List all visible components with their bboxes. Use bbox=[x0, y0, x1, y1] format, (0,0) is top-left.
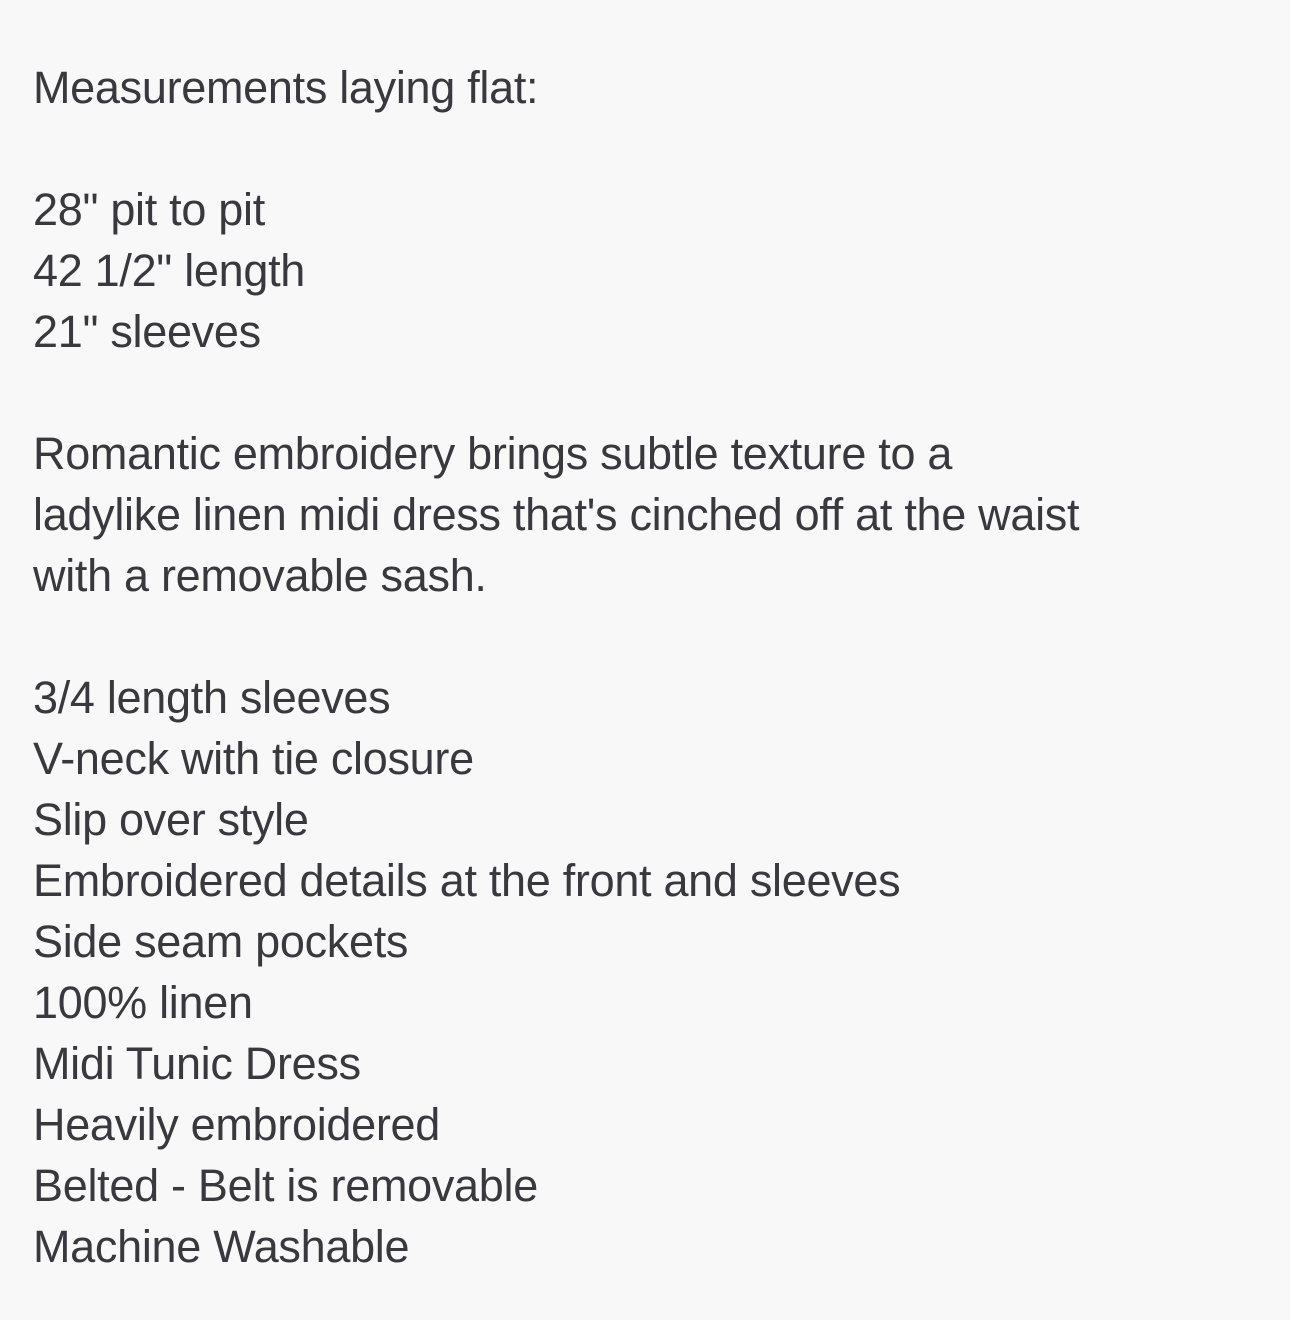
text-line: V-neck with tie closure bbox=[33, 733, 474, 784]
text-line: 100% linen bbox=[33, 977, 253, 1028]
text-line: Romantic embroidery brings subtle texture to a bbox=[33, 428, 953, 479]
features-list bbox=[33, 667, 1257, 1277]
text-line: Machine Washable bbox=[33, 1221, 410, 1272]
text-line: Measurements laying flat: bbox=[33, 62, 539, 113]
marketing-copy bbox=[33, 423, 1257, 606]
text-line: 3/4 length sleeves bbox=[33, 672, 391, 723]
text-line: Embroidered details at the front and sleeves bbox=[33, 855, 901, 906]
measurements-list bbox=[33, 179, 1257, 362]
text-line: ladylike linen midi dress that's cinched off at the waist bbox=[33, 489, 1080, 540]
text-line: 28" pit to pit bbox=[33, 184, 265, 235]
measurements-heading bbox=[33, 57, 1257, 118]
text-line: Belted - Belt is removable bbox=[33, 1160, 538, 1211]
text-line: 21" sleeves bbox=[33, 306, 261, 357]
text-line: Side seam pockets bbox=[33, 916, 409, 967]
text-line: Midi Tunic Dress bbox=[33, 1038, 361, 1089]
text-line: with a removable sash. bbox=[33, 550, 487, 601]
text-line: 42 1/2" length bbox=[33, 245, 305, 296]
text-line: Heavily embroidered bbox=[33, 1099, 440, 1150]
text-line: Slip over style bbox=[33, 794, 309, 845]
